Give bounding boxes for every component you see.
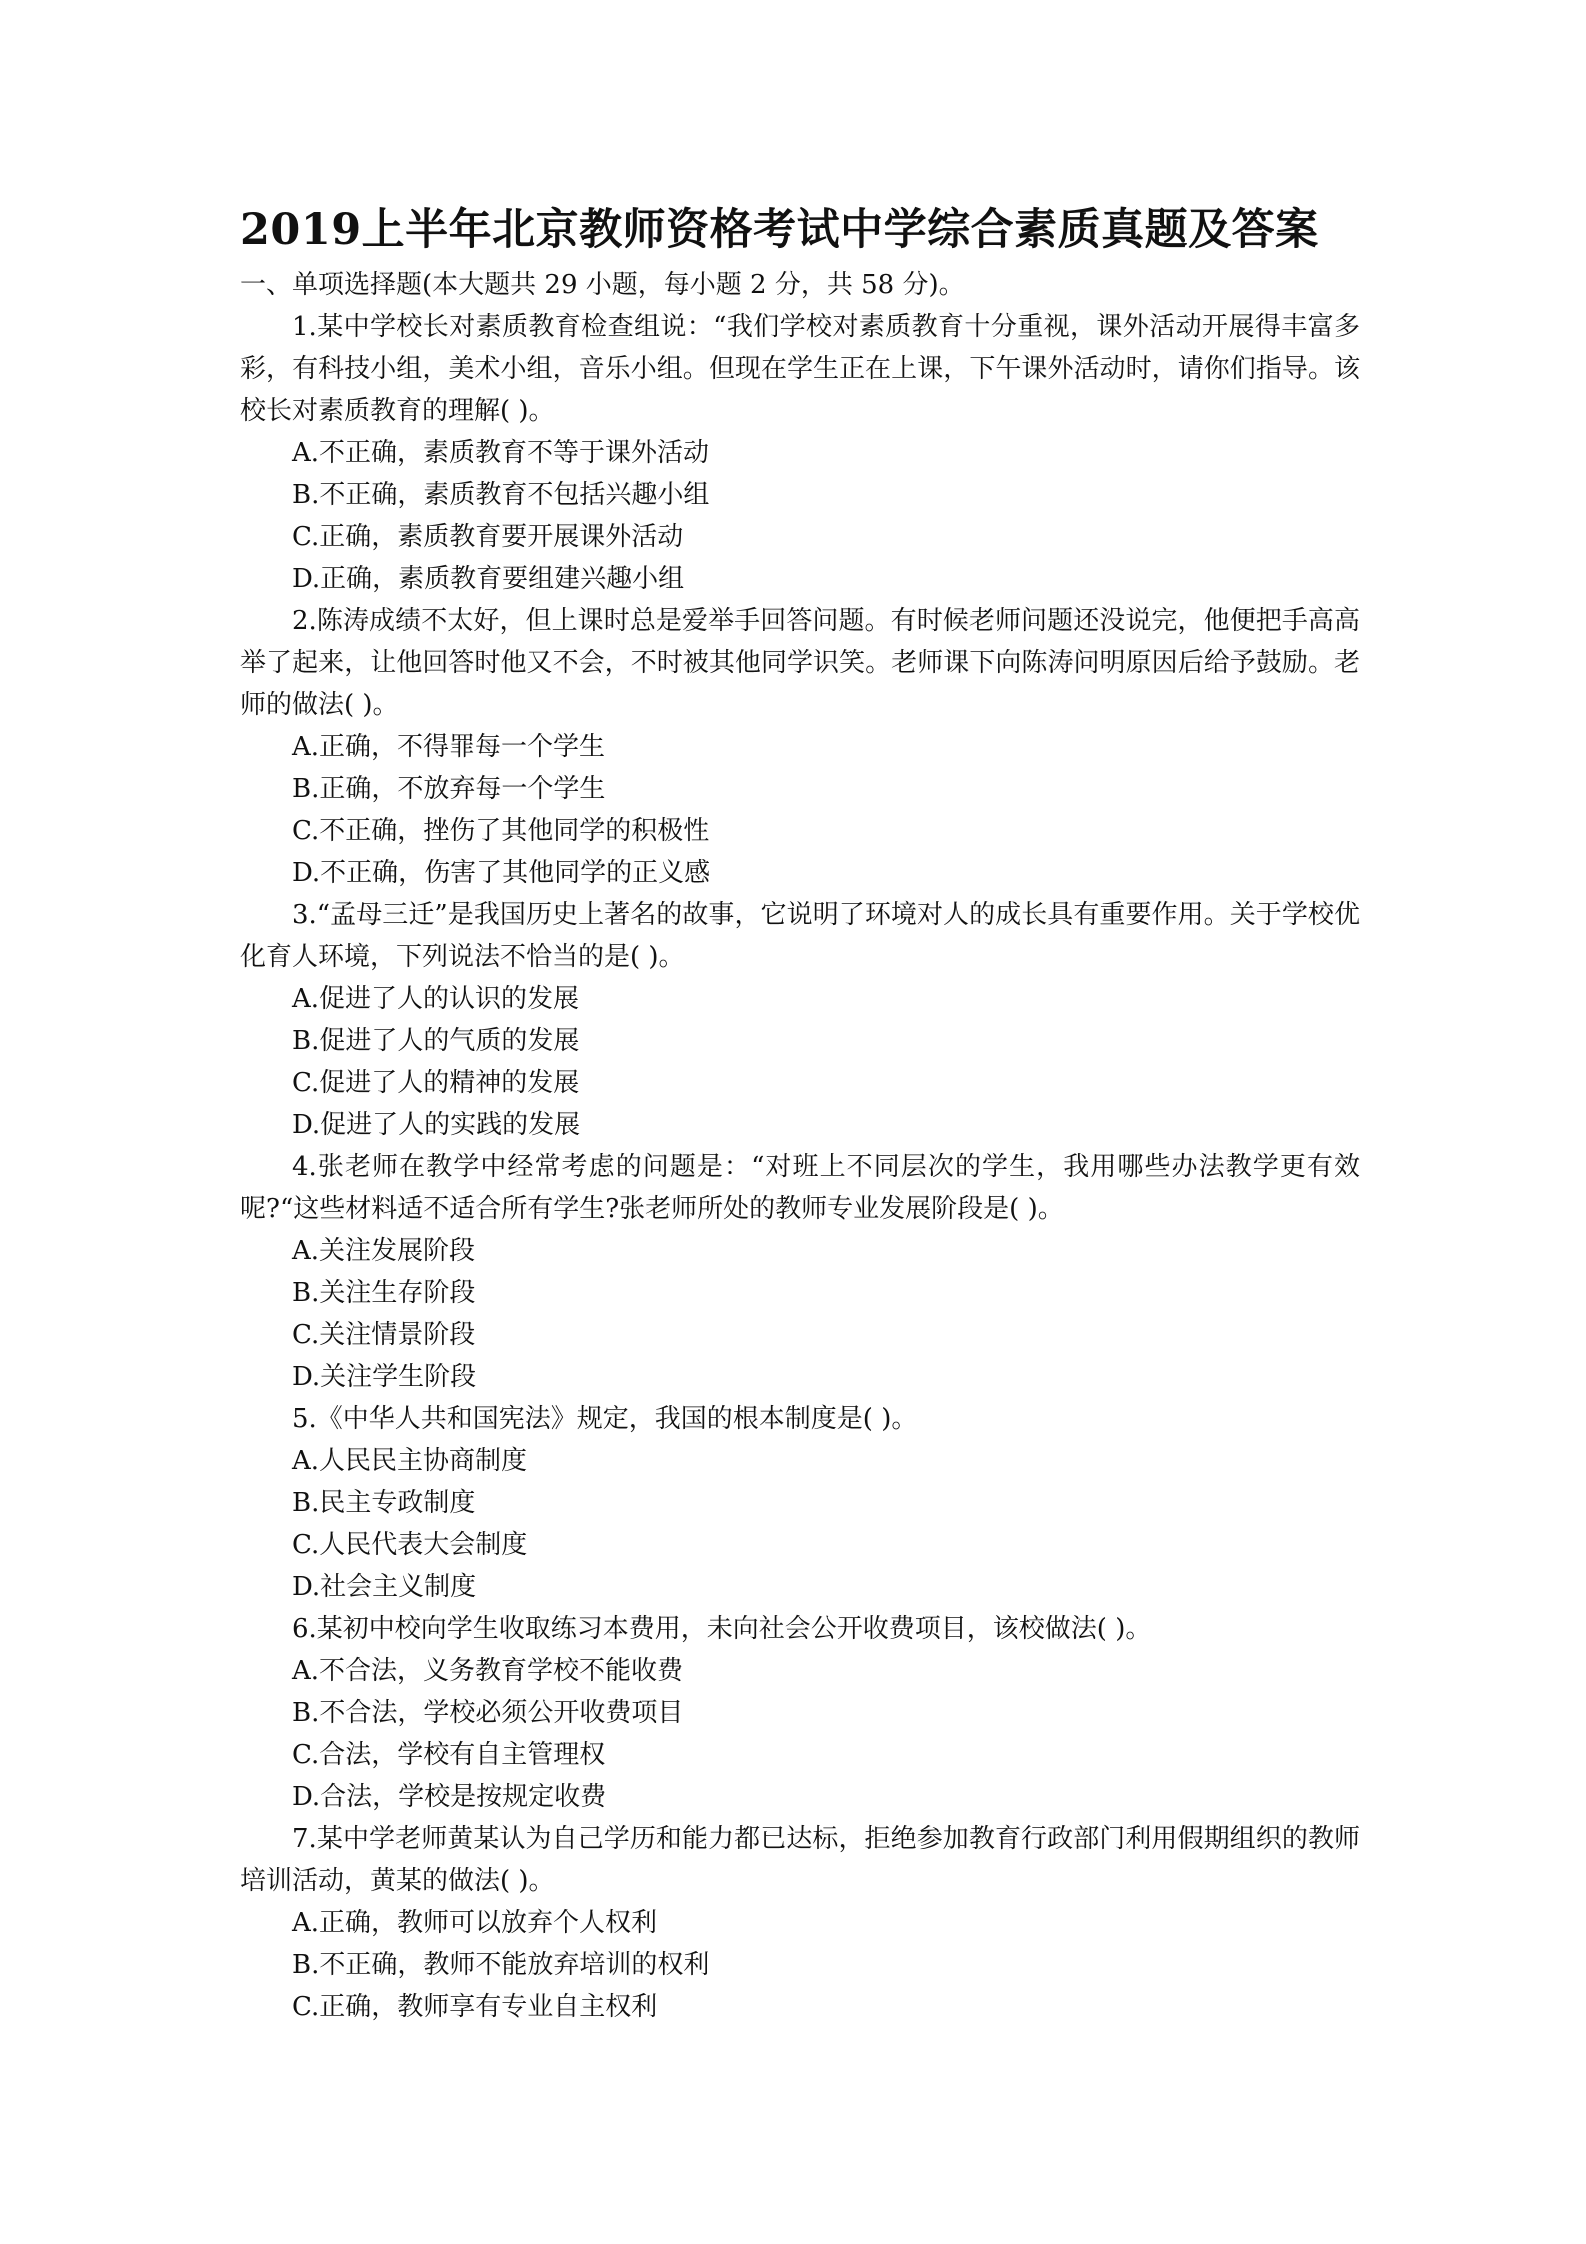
option-c: C.促进了人的精神的发展 — [292, 1068, 580, 1098]
option-b: B.民主专政制度 — [292, 1488, 476, 1518]
option-b: B.不正确，素质教育不包括兴趣小组 — [292, 480, 710, 510]
option-a: A.促进了人的认识的发展 — [292, 984, 580, 1014]
question-7 — [240, 1818, 1360, 2028]
question-3 — [240, 894, 1360, 1146]
option-a: A.正确，教师可以放弃个人权利 — [292, 1908, 658, 1938]
question-1 — [240, 306, 1360, 600]
option-b: B.促进了人的气质的发展 — [292, 1026, 580, 1056]
question-stem: 7.某中学老师黄某认为自己学历和能力都已达标，拒绝参加教育行政部门利用假期组织的教师培训活动，黄某的做法( )。 — [240, 1824, 1360, 1896]
option-d: D.社会主义制度 — [292, 1572, 477, 1602]
option-c: C.合法，学校有自主管理权 — [292, 1740, 606, 1770]
option-a: A.不合法，义务教育学校不能收费 — [292, 1656, 684, 1686]
option-b: B.不正确，教师不能放弃培训的权利 — [292, 1950, 710, 1980]
option-c: C.不正确，挫伤了其他同学的积极性 — [292, 816, 710, 846]
option-d: D.合法，学校是按规定收费 — [292, 1782, 607, 1812]
option-d: D.正确，素质教育要组建兴趣小组 — [292, 564, 685, 594]
document-page — [240, 200, 1360, 2028]
option-a: A.人民民主协商制度 — [292, 1446, 528, 1476]
option-a: A.关注发展阶段 — [292, 1236, 476, 1266]
question-stem: 6.某初中校向学生收取练习本费用，未向社会公开收费项目，该校做法( )。 — [292, 1614, 1152, 1644]
option-c: C.关注情景阶段 — [292, 1320, 476, 1350]
question-2 — [240, 600, 1360, 894]
question-stem: 1.某中学校长对素质教育检查组说：“我们学校对素质教育十分重视，课外活动开展得丰富多彩，有科技小组，美术小组，音乐小组。但现在学生正在上课，下午课外活动时，请你们指导。该校长对素质教育的理解( )。 — [240, 312, 1360, 426]
option-a: A.不正确，素质教育不等于课外活动 — [292, 438, 710, 468]
option-d: D.不正确，伤害了其他同学的正义感 — [292, 858, 711, 888]
option-b: B.不合法，学校必须公开收费项目 — [292, 1698, 684, 1728]
option-c: C.人民代表大会制度 — [292, 1530, 528, 1560]
question-stem: 2.陈涛成绩不太好，但上课时总是爱举手回答问题。有时候老师问题还没说完，他便把手高高举了起来，让他回答时他又不会，不时被其他同学识笑。老师课下向陈涛问明原因后给予鼓励。老师的做法( )。 — [240, 606, 1360, 720]
question-4 — [240, 1146, 1360, 1398]
option-a: A.正确，不得罪每一个学生 — [292, 732, 606, 762]
option-c: C.正确，素质教育要开展课外活动 — [292, 522, 684, 552]
question-stem: 5.《中华人共和国宪法》规定，我国的根本制度是( )。 — [292, 1404, 918, 1434]
question-stem: 4.张老师在教学中经常考虑的问题是：“对班上不同层次的学生，我用哪些办法教学更有效呢?“这些材料适不适合所有学生?张老师所处的教师专业发展阶段是( )。 — [240, 1152, 1360, 1224]
section-heading: 一、单项选择题(本大题共 29 小题，每小题 2 分，共 58 分)。 — [240, 270, 965, 300]
question-5 — [240, 1398, 1360, 1608]
option-d: D.关注学生阶段 — [292, 1362, 477, 1392]
option-c: C.正确，教师享有专业自主权利 — [292, 1992, 658, 2022]
question-6 — [240, 1608, 1360, 1818]
document-title: 2019上半年北京教师资格考试中学综合素质真题及答案 — [240, 205, 1319, 255]
option-b: B.关注生存阶段 — [292, 1278, 476, 1308]
option-d: D.促进了人的实践的发展 — [292, 1110, 581, 1140]
question-stem: 3.“孟母三迁”是我国历史上著名的故事，它说明了环境对人的成长具有重要作用。关于学校优化育人环境，下列说法不恰当的是( )。 — [240, 900, 1360, 972]
option-b: B.正确，不放弃每一个学生 — [292, 774, 606, 804]
